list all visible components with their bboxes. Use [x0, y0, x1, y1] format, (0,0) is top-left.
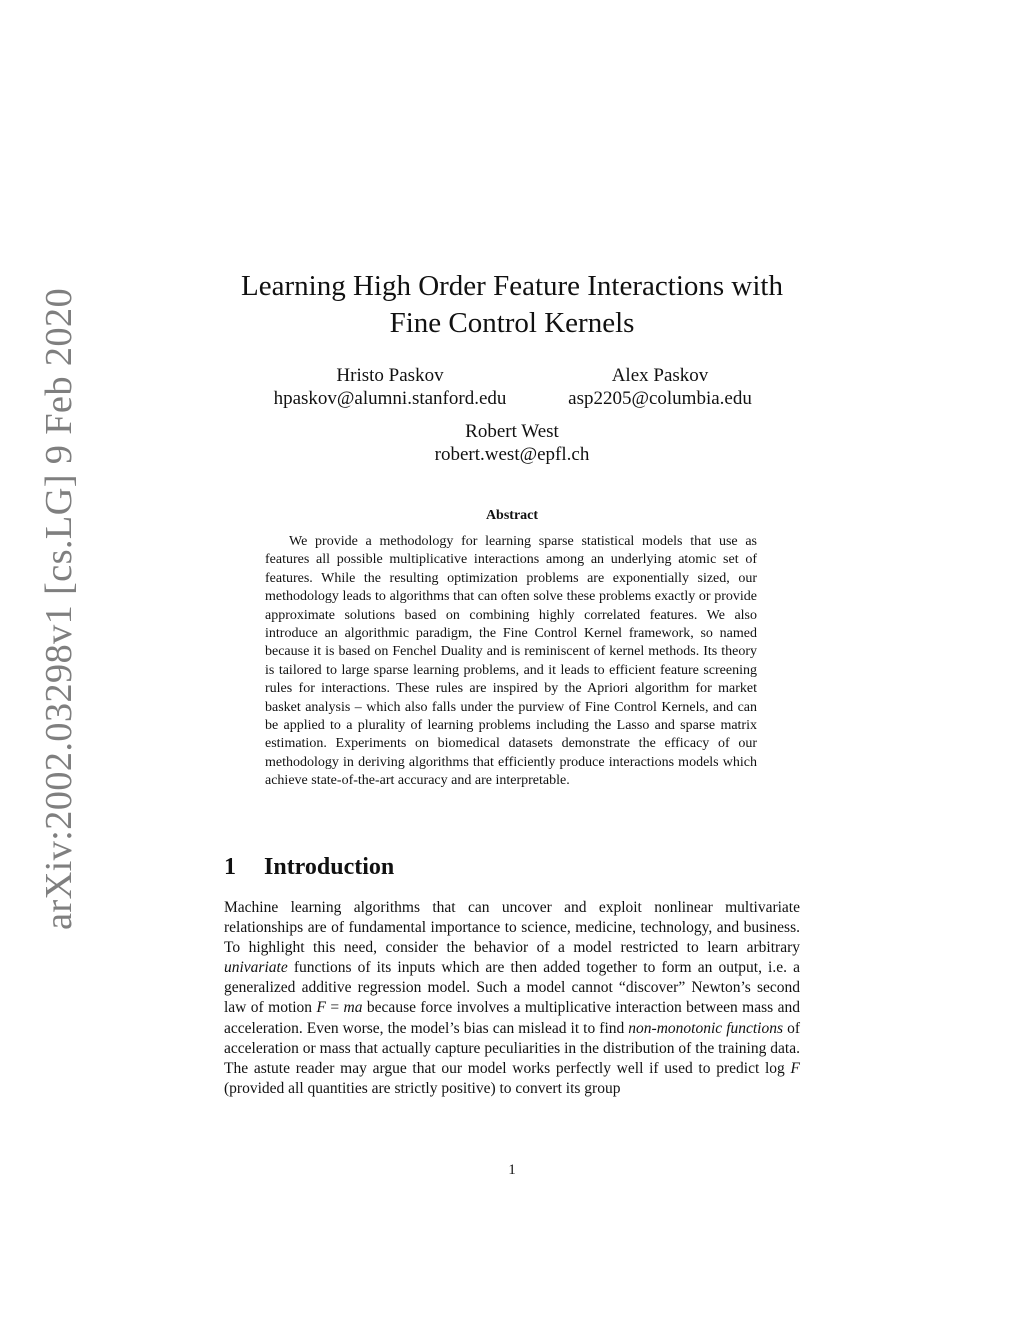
math-variable: F [316, 999, 326, 1017]
intro-emphasis: univariate [224, 959, 288, 977]
author-name: Robert West [465, 421, 559, 442]
title-line-2: Fine Control Kernels [389, 307, 635, 339]
author-block [362, 420, 662, 466]
math-variable: ma [343, 999, 363, 1017]
page-number: 1 [508, 1162, 516, 1178]
intro-paragraph [224, 898, 800, 1099]
author-email: asp2205@columbia.edu [568, 388, 752, 409]
math-operator: = [325, 999, 344, 1017]
author-email: hpaskov@alumni.stanford.edu [273, 388, 507, 409]
intro-emphasis: non-monotonic functions [628, 1019, 784, 1037]
author-name: Alex Paskov [611, 365, 709, 386]
intro-text: (provided all quantities are strictly positive) to convert its group [224, 1079, 621, 1097]
arxiv-identifier: arXiv:2002.03298v1 [cs.LG] 9 Feb 2020 [38, 288, 80, 930]
author-email: robert.west@epfl.ch [434, 444, 590, 465]
intro-text: of acceleration or mass that actually capture peculiarities in the distribution of the training data. The astute reader may argue that our model works perfectly well if used to predict log [224, 1019, 800, 1077]
intro-text: functions of its inputs which are then added together to form an output, i.e. a generalized additive regression model. Such a model cannot “discover” Newton’s second law of motion [224, 959, 800, 1017]
author-block [240, 364, 540, 410]
title-line-1: Learning High Order Feature Interactions with [241, 270, 783, 302]
section-heading [224, 854, 394, 881]
intro-text: because force involves a multiplicative interaction between mass and acceleration. Even worse, the model’s bias can mislead it to find [224, 999, 800, 1037]
author-block [510, 364, 810, 410]
section-number: 1 [224, 854, 236, 880]
paper-title [0, 268, 1024, 342]
intro-text: Machine learning algorithms that can uncover and exploit nonlinear multivariate relationships are of fundamental importance to science, medicine, technology, and business. To highlight this need, consider the behavior of a model restricted to learn arbitrary [224, 899, 800, 957]
abstract-heading: Abstract [485, 508, 539, 523]
abstract-text: We provide a methodology for learning sparse statistical models that use as features all possible multiplicative interactions among an underlying atomic set of features. While the resulting optimization problems are exponentially sized, our methodology leads to algorithms that can often solve these problems exactly or provide approximate solutions based on combining highly correlated features. We also introduce an algorithmic paradigm, the Fine Control Kernel framework, so named because it is based on Fenchel Duality and is reminiscent of kernel methods. Its theory is tailored to large sparse learning problems, and it leads to efficient feature screening rules for interactions. These rules are inspired by the Apriori algorithm for market basket analysis – which also falls under the purview of Fine Control Kernels, and can be applied to a plurality of learning problems including the Lasso and sparse matrix estimation. Experiments on biomedical datasets demonstrate the efficacy of our methodology in deriving algorithms that efficiently produce interactions models which achieve state-of-the-art accuracy and are interpretable. [265, 534, 757, 789]
section-title: Introduction [264, 854, 395, 880]
author-name: Hristo Paskov [336, 365, 444, 386]
math-variable: F [790, 1059, 800, 1077]
